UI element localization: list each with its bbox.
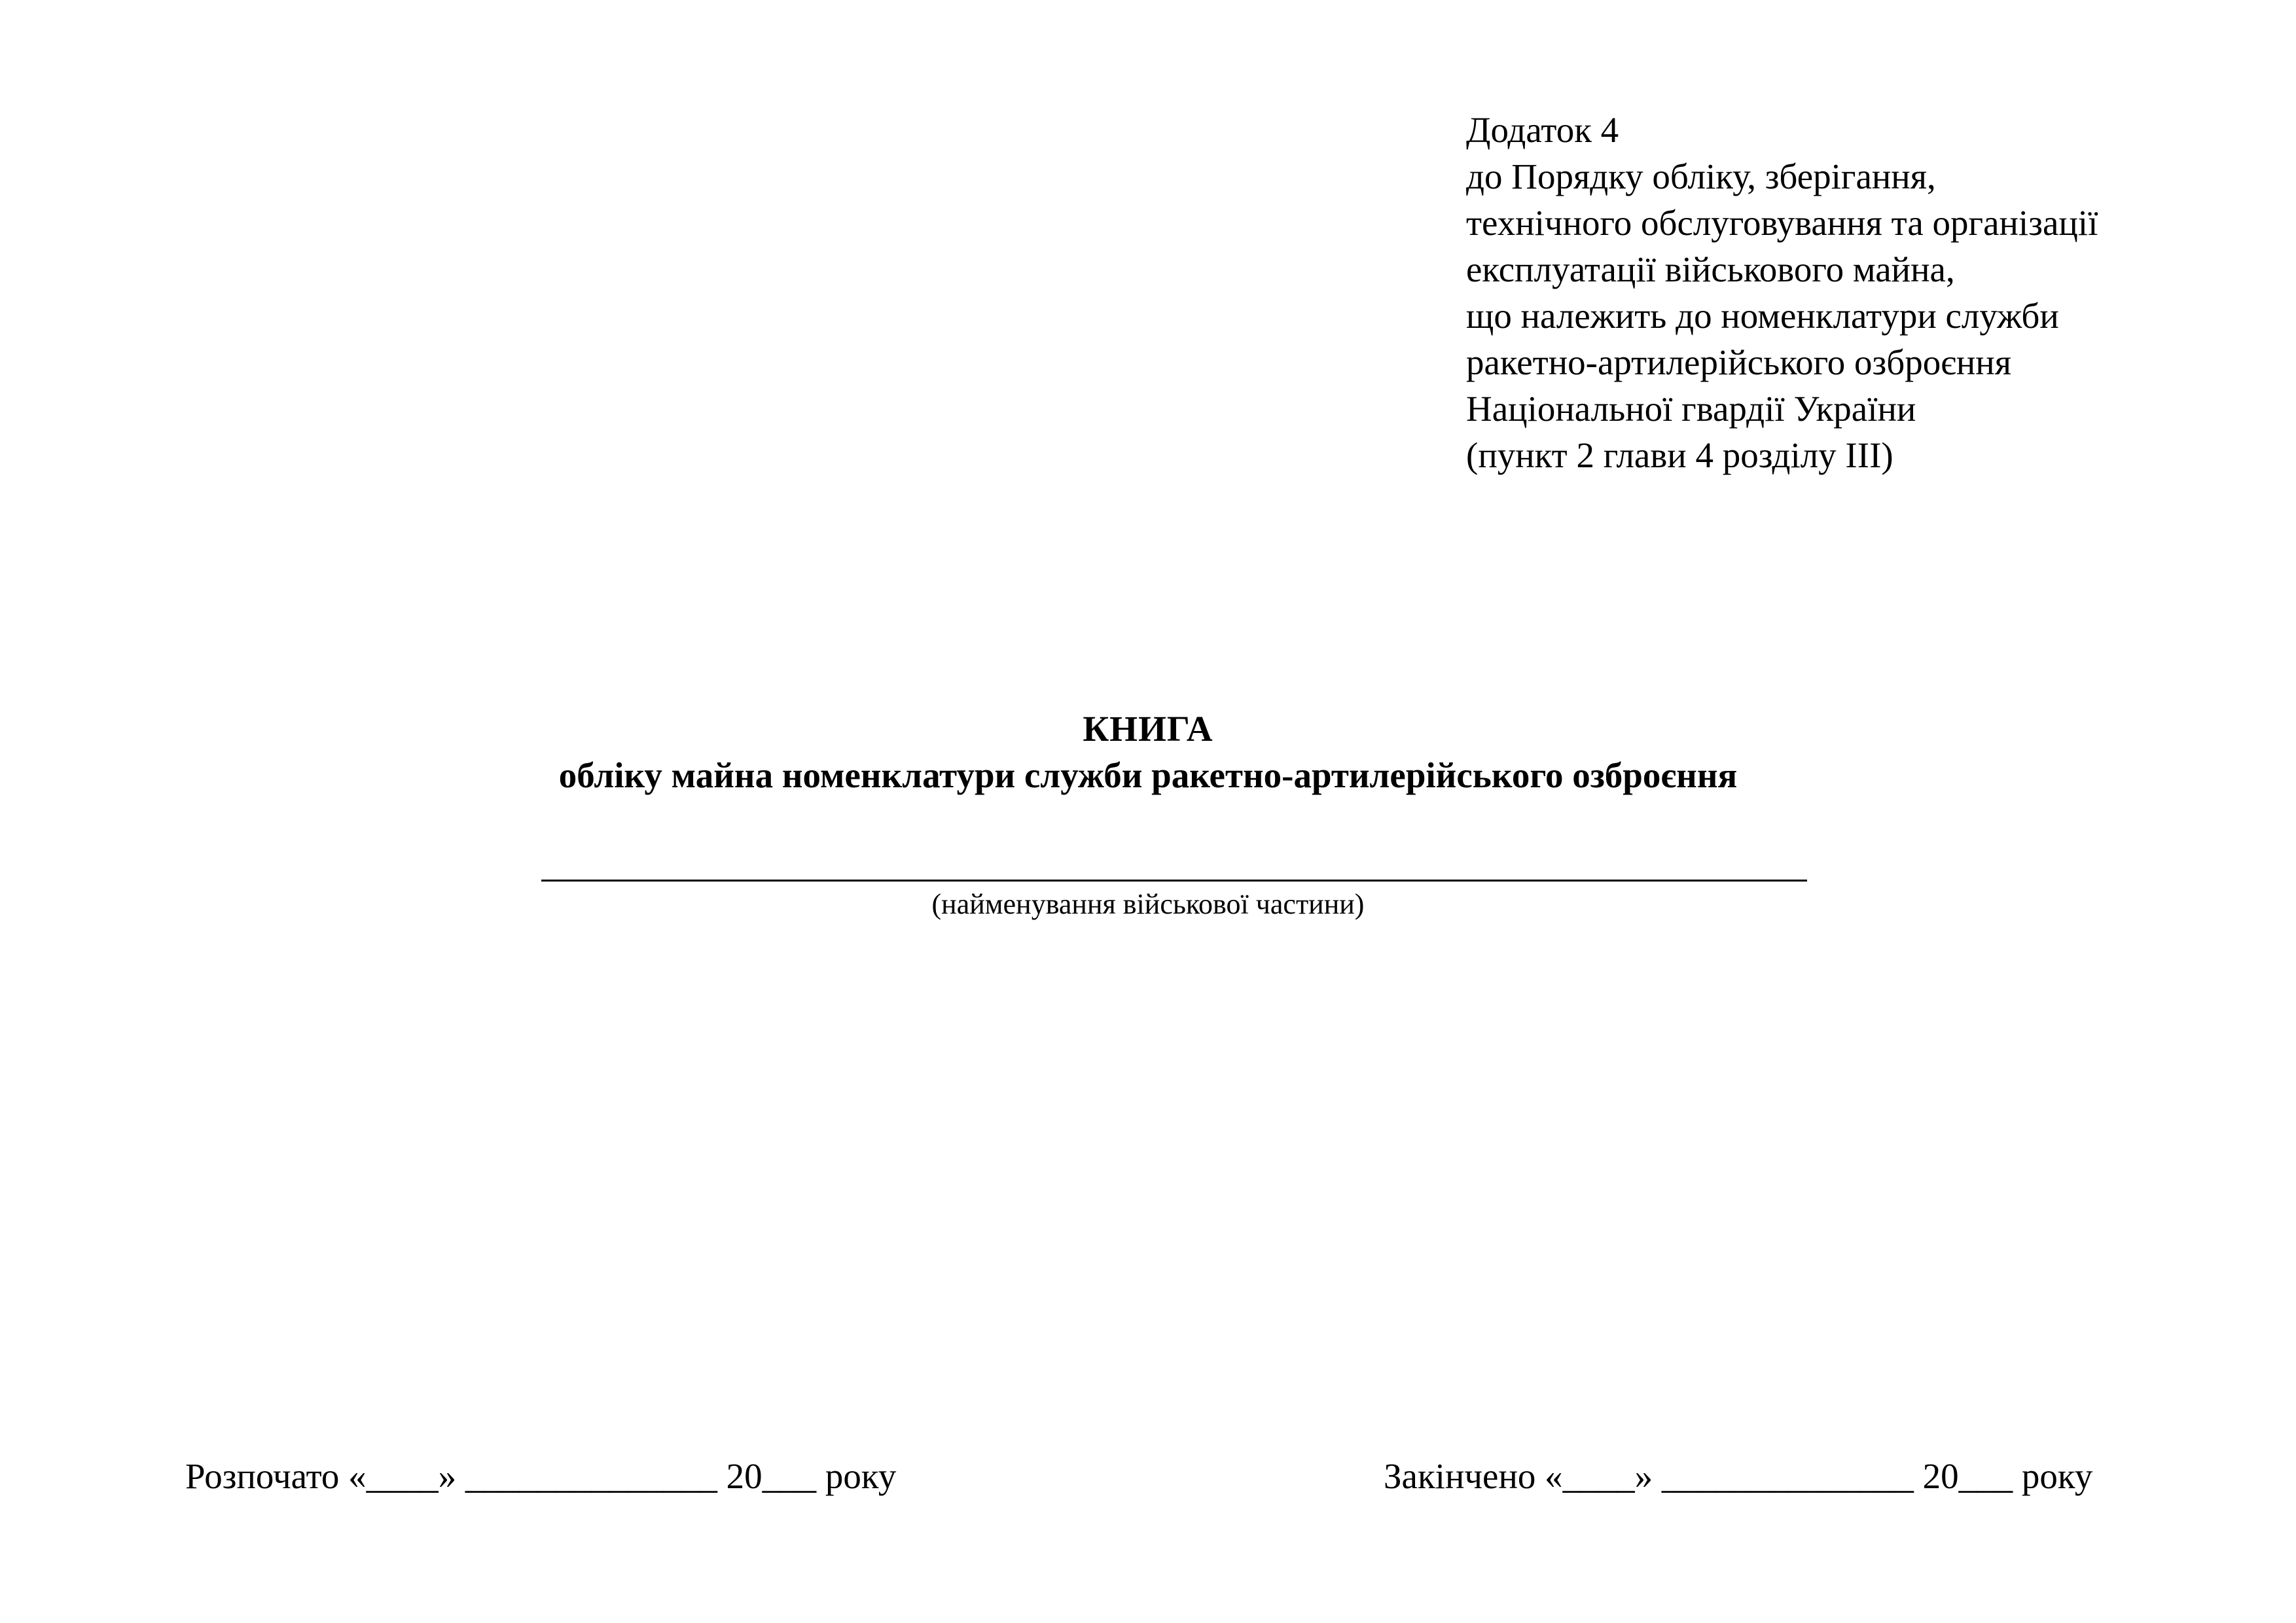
appendix-line: (пункт 2 глави 4 розділу III) — [1466, 435, 1893, 475]
appendix-line: до Порядку обліку, зберігання, — [1466, 156, 1936, 196]
appendix-line: Національної гвардії України — [1466, 389, 1916, 429]
appendix-line: експлуатації військового майна, — [1466, 249, 1955, 289]
book-title: КНИГА — [1083, 709, 1213, 749]
start-date-line: Розпочато «____» ______________ 20___ року — [185, 1456, 897, 1496]
unit-name-caption: (найменування військової частини) — [931, 888, 1365, 920]
book-title-block — [0, 705, 2296, 798]
end-date-line: Закінчено «____» ______________ 20___ року — [1384, 1456, 2093, 1496]
appendix-reference — [1466, 107, 2251, 478]
book-subtitle: обліку майна номенклатури служби ракетно-артилерійського озброєння — [558, 755, 1738, 795]
appendix-line: Додаток 4 — [1466, 110, 1619, 150]
appendix-line: що належить до номенклатури служби — [1466, 296, 2059, 336]
appendix-line: ракетно-артилерійського озброєння — [1466, 342, 2012, 382]
appendix-line: технічного обслуговування та організації — [1466, 203, 2098, 243]
unit-name-fill-line — [541, 880, 1807, 882]
